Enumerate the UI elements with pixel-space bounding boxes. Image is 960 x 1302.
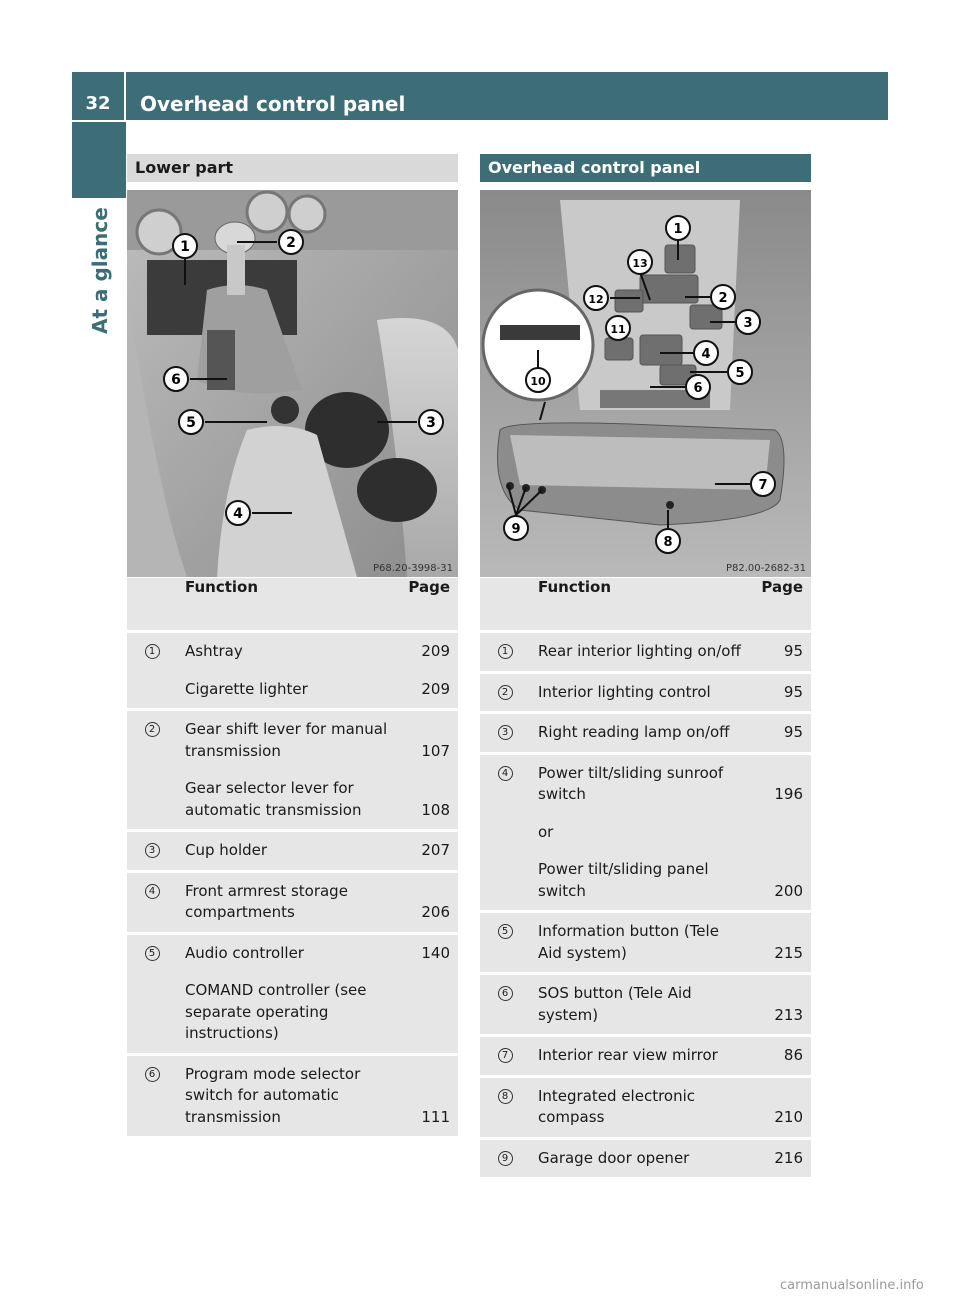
callout-2 [711,285,735,309]
item-number: 2 [498,685,513,700]
page-cell: 210 [753,1078,811,1137]
callout-3 [736,310,760,334]
overhead-panel-photo [480,190,811,577]
function-cell: COMAND controller (see separate operating instructions) [177,972,400,1053]
page-cell: 209 [400,633,458,671]
item-number: 3 [145,843,160,858]
table-row [127,972,458,1053]
svg-text:4: 4 [233,506,243,522]
svg-text:12: 12 [588,293,604,306]
section-title-overhead: Overhead control panel [480,154,811,182]
table-row [127,711,458,770]
function-cell: Front armrest storage compartments [177,873,400,932]
table-row [480,1078,811,1137]
function-cell: Information button (Tele Aid system) [530,913,753,972]
page-number: 32 [72,72,126,120]
table-row [480,674,811,712]
callout-11 [606,316,630,340]
callout-13 [628,250,652,274]
function-cell: Gear shift lever for manual transmission [177,711,400,770]
table-row [127,633,458,671]
callout-12 [584,286,608,310]
callout-7 [751,472,775,496]
callout-1 [666,216,690,240]
svg-text:11: 11 [610,323,626,336]
item-number: 2 [145,722,160,737]
page-title: Overhead control panel [140,92,406,116]
item-number: 4 [498,766,513,781]
column-header-function: Function [177,578,400,630]
table-row [127,832,458,870]
function-cell: Integrated electronic compass [530,1078,753,1137]
photo-code: P68.20-3998-31 [372,563,453,574]
table-header [127,578,458,630]
page-cell: 206 [400,873,458,932]
function-cell: Audio controller [177,935,400,973]
svg-text:1: 1 [180,239,190,255]
page-cell: 107 [400,711,458,770]
page-cell: 86 [753,1037,811,1075]
column-header-page: Page [753,578,811,630]
item-number: 1 [145,644,160,659]
photo-code: P82.00-2682-31 [725,563,806,574]
page-cell: 95 [753,674,811,712]
page-cell: 209 [400,671,458,709]
table-row [480,1037,811,1075]
svg-text:7: 7 [758,478,768,493]
table-row [480,714,811,752]
item-number: 6 [145,1067,160,1082]
callout-8 [656,529,680,553]
table-row [127,1056,458,1137]
table-row [480,633,811,671]
function-cell: Right reading lamp on/off [530,714,753,752]
function-cell: Rear interior lighting on/off [530,633,753,671]
table-row [480,755,811,814]
svg-text:10: 10 [530,375,546,388]
function-cell: Interior lighting control [530,674,753,712]
callout-5 [179,410,203,434]
svg-text:3: 3 [426,415,436,431]
column-header-page: Page [400,578,458,630]
callout-4 [226,501,250,525]
svg-text:6: 6 [693,381,703,396]
svg-text:4: 4 [701,347,711,362]
svg-text:5: 5 [186,415,196,431]
lower-part-table [127,578,458,1136]
page-cell: 108 [400,770,458,829]
side-tab-label: At a glance [88,207,112,334]
table-row [480,851,811,910]
footer-watermark: carmanualsonline.info [780,1278,924,1293]
function-cell: Gear selector lever for automatic transmission [177,770,400,829]
callout-9 [504,516,528,540]
callout-6 [164,367,188,391]
overhead-panel-table [480,578,811,1177]
function-cell: Cigarette lighter [177,671,400,709]
page-cell: 215 [753,913,811,972]
page-cell: 213 [753,975,811,1034]
function-cell: Garage door opener [530,1140,753,1178]
item-number: 8 [498,1089,513,1104]
callout-1 [173,234,197,258]
page-cell: 95 [753,633,811,671]
table-header [480,578,811,630]
svg-text:6: 6 [171,372,181,388]
item-number: 1 [498,644,513,659]
column-header-function: Function [530,578,753,630]
function-cell: Program mode selector switch for automatic transmission [177,1056,400,1137]
svg-text:1: 1 [673,222,683,237]
item-number: 3 [498,725,513,740]
page-cell: 196 [753,755,811,814]
section-title-lower-part: Lower part [127,154,458,182]
callout-6 [686,375,710,399]
table-row [127,770,458,829]
svg-text:13: 13 [632,257,648,270]
page-cell: 216 [753,1140,811,1178]
svg-text:9: 9 [511,522,521,537]
svg-text:3: 3 [743,316,753,331]
side-tab [80,204,120,340]
function-cell: Cup holder [177,832,400,870]
item-number: 5 [145,946,160,961]
table-row [127,671,458,709]
item-number: 4 [145,884,160,899]
svg-text:5: 5 [735,366,745,381]
svg-text:2: 2 [286,235,296,251]
function-cell: or [530,814,753,852]
page-cell: 95 [753,714,811,752]
function-cell: Interior rear view mirror [530,1037,753,1075]
lower-part-photo [127,190,458,577]
item-number: 6 [498,986,513,1001]
page-header [72,72,888,120]
callout-2 [279,230,303,254]
page-cell: 207 [400,832,458,870]
page-cell: 200 [753,851,811,910]
page-cell [753,814,811,852]
side-tab-block [72,122,126,198]
table-row [127,935,458,973]
table-row [480,975,811,1034]
function-cell: Power tilt/sliding sunroof switch [530,755,753,814]
function-cell: Power tilt/sliding panel switch [530,851,753,910]
item-number: 9 [498,1151,513,1166]
table-row [480,1140,811,1178]
function-cell: SOS button (Tele Aid system) [530,975,753,1034]
function-cell: Ashtray [177,633,400,671]
callout-4 [694,341,718,365]
table-row [127,873,458,932]
callout-10 [526,368,550,392]
callout-3 [419,410,443,434]
page-cell: 140 [400,935,458,973]
table-row [480,913,811,972]
table-row [480,814,811,852]
svg-text:8: 8 [663,535,673,550]
callout-5 [728,360,752,384]
svg-text:2: 2 [718,291,728,306]
item-number: 7 [498,1048,513,1063]
item-number: 5 [498,924,513,939]
page-cell: 111 [400,1056,458,1137]
page-cell [400,972,458,1053]
